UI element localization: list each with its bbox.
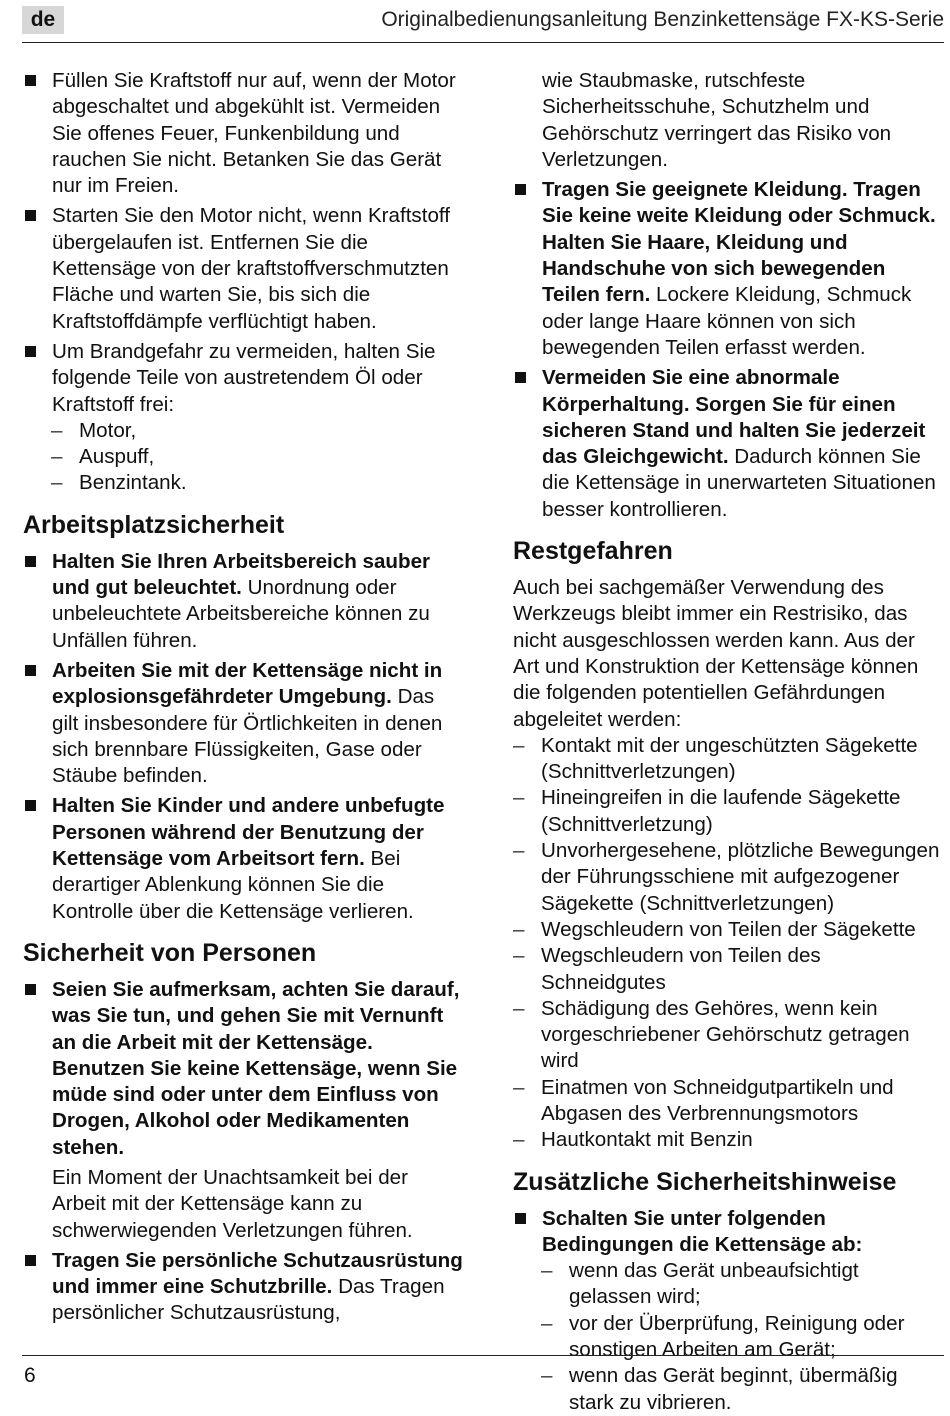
- section-heading-additional: Zusätzliche Sicherheitshinweise: [513, 1167, 897, 1196]
- persons-bullet-3: [513, 177, 945, 361]
- bullet-bold: Tragen Sie geeignete Kleidung. Tragen Sie keine weite Kleidung oder Schmuck. Halten Sie Haare, Kleidung und Handschuhe von sich bewegenden Teilen fern.: [542, 178, 936, 307]
- list-item: – Hineingreifen in die laufende Sägekette (Schnittverletzung): [513, 785, 945, 838]
- bullet-bold: Vermeiden Sie eine abnormale Körperhaltung. Sorgen Sie für einen sicheren Stand und halten Sie jederzeit das Gleichgewicht.: [542, 366, 926, 469]
- section-heading-residual: Restgefahren: [513, 537, 673, 566]
- bullet-text: Bei derartiger Ablenkung können Sie die Kontrolle über die Kettensäge verlieren.: [52, 847, 414, 923]
- residual-intro: Auch bei sachgemäßer Verwendung des Werkzeugs bleibt immer ein Restrisiko, das nicht ausgeschlossen werden kann. Aus der Art und Konstruktion der Kettensäge können die folgenden potentiellen Gefährdungen abgeleitet werden:: [513, 576, 919, 731]
- page-footer: [22, 1355, 944, 1387]
- page-header: [22, 4, 944, 43]
- list-item: – vor der Überprüfung, Reinigung oder sonstigen Arbeiten am Gerät;: [541, 1311, 945, 1364]
- bullet-bold: Tragen Sie persönliche Schutzausrüstung und immer eine Schutzbrille.: [52, 1248, 463, 1299]
- list-item: – Motor,: [51, 418, 463, 444]
- bullet-bold: Schalten Sie unter folgenden Bedingungen die Kettensäge ab:: [542, 1206, 863, 1256]
- persons-bullet-1: [23, 977, 463, 1161]
- bullet-text: Das gilt insbesondere für Örtlichkeiten in denen sich brennbare Flüssigkeiten, Gase oder Stäube befinden.: [52, 685, 443, 788]
- fuel-bullet: Füllen Sie Kraftstoff nur auf, wenn der Motor abgeschaltet und abgekühlt ist. Vermeiden Sie offenes Feuer, Funkenbildung und rauchen Sie nicht. Betanken Sie das Gerät nur im Freien.: [23, 68, 463, 199]
- bullet-text: Das Tragen persönlicher Schutzausrüstung,: [52, 1275, 445, 1325]
- workplace-bullet-1: [23, 549, 463, 654]
- section-heading-workplace: Arbeitsplatzsicherheit: [23, 510, 285, 539]
- additional-bullet-1: [513, 1206, 945, 1259]
- residual-list: [513, 733, 945, 1154]
- persons-bullet-1-text: Ein Moment der Unachtsamkeit bei der Arbeit mit der Kettensäge kann zu schwerwiegenden Verletzungen führen.: [52, 1165, 413, 1242]
- list-item: – Hautkontakt mit Benzin: [513, 1127, 945, 1153]
- bullet-bold: Halten Sie Kinder und andere unbefugte Personen während der Benutzung der Kettensäge vom Arbeitsort fern.: [52, 794, 445, 871]
- additional-list: [513, 1258, 945, 1416]
- right-column: [513, 68, 945, 1416]
- section-heading-persons: Sicherheit von Personen: [23, 938, 317, 967]
- list-item: – Wegschleudern von Teilen der Sägekette: [513, 917, 945, 943]
- fire-bullet: Um Brandgefahr zu vermeiden, halten Sie folgende Teile von austretendem Öl oder Kraftstoff frei:: [23, 339, 463, 418]
- overflow-bullet: Starten Sie den Motor nicht, wenn Kraftstoff übergelaufen ist. Entfernen Sie die Kettensäge von der kraftstoffverschmutzten Fläche und warten Sie, bis sich die Kraftstoffdämpfe verflüchtigt haben.: [23, 203, 463, 334]
- list-item: – Wegschleudern von Teilen des Schneidgutes: [513, 943, 945, 996]
- persons-bullet-2: [23, 1248, 463, 1327]
- document-title: Originalbedienungsanleitung Benzinkettensäge FX-KS-Serie: [381, 8, 944, 31]
- workplace-bullet-3: [23, 793, 463, 924]
- persons-bullet-4: [513, 365, 945, 523]
- persons-bullet-2-continued: wie Staubmaske, rutschfeste Sicherheitsschuhe, Schutzhelm und Gehörschutz verringert das Risiko von Verletzungen.: [542, 69, 892, 171]
- list-item: – wenn das Gerät unbeaufsichtigt gelassen wird;: [541, 1258, 945, 1311]
- list-item: – Benzintank.: [51, 470, 463, 496]
- left-column: [23, 68, 463, 1331]
- list-item: – Auspuff,: [51, 444, 463, 470]
- fire-list: [23, 418, 463, 497]
- list-item: – Kontakt mit der ungeschützten Sägekette (Schnittverletzungen): [513, 733, 945, 786]
- bullet-text: Dadurch können Sie die Kettensäge in unerwarteten Situationen besser kontrollieren.: [542, 445, 936, 521]
- bullet-text: Unordnung oder unbeleuchtete Arbeitsbereiche können zu Unfällen führen.: [52, 576, 430, 652]
- bullet-bold: Halten Sie Ihren Arbeitsbereich sauber und gut beleuchtet.: [52, 549, 431, 600]
- list-item: – Schädigung des Gehöres, wenn kein vorgeschriebener Gehörschutz getragen wird: [513, 996, 945, 1075]
- page-number: 6: [24, 1364, 36, 1387]
- list-item: – wenn das Gerät beginnt, übermäßig stark zu vibrieren.: [541, 1363, 945, 1416]
- bullet-text: Lockere Kleidung, Schmuck oder lange Haare können von sich bewegenden Teilen erfasst werden.: [542, 283, 912, 359]
- language-badge: de: [22, 6, 64, 34]
- workplace-bullet-2: [23, 658, 463, 789]
- bullet-bold: Seien Sie aufmerksam, achten Sie darauf, was Sie tun, und gehen Sie mit Vernunft an die Arbeit mit der Kettensäge. Benutzen Sie keine Kettensäge, wenn Sie müde sind oder unter dem Einfluss von Drogen, Alkohol oder Medikamenten stehen.: [52, 977, 460, 1159]
- bullet-bold: Arbeiten Sie mit der Kettensäge nicht in explosionsgefährdeter Umgebung.: [52, 658, 443, 709]
- list-item: – Einatmen von Schneidgutpartikeln und Abgasen des Verbrennungsmotors: [513, 1075, 945, 1128]
- list-item: – Unvorhergesehene, plötzliche Bewegungen der Führungsschiene mit aufgezogener Sägekette (Schnittverletzungen): [513, 838, 945, 917]
